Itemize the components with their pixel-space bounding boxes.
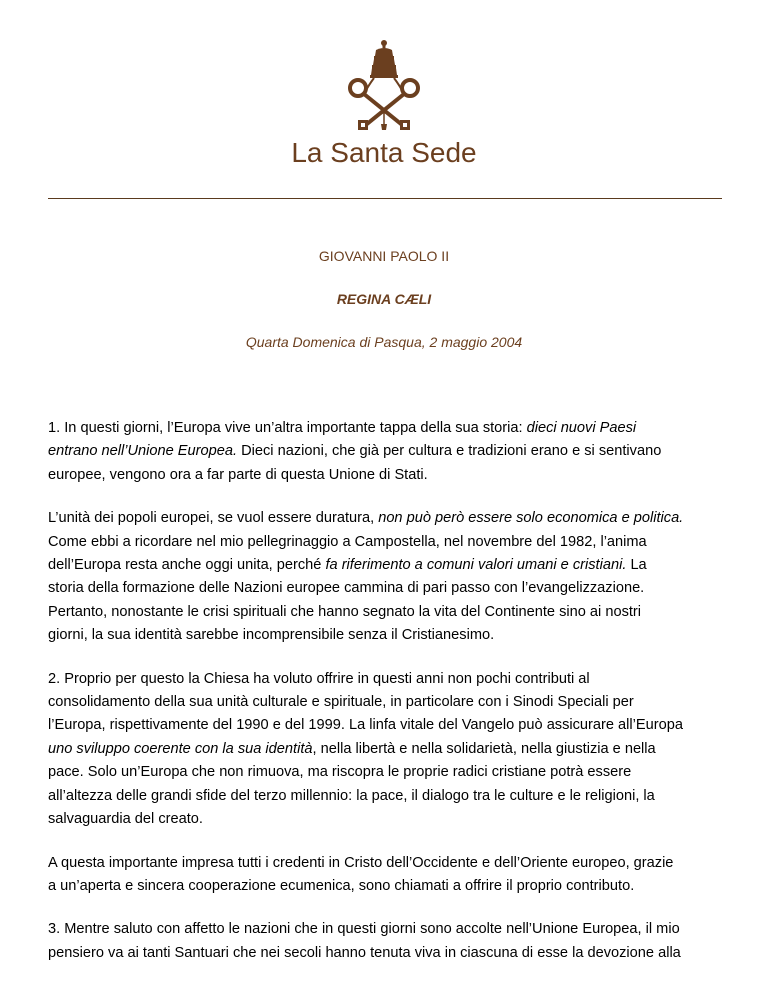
paragraph-line [48, 440, 728, 463]
text-segment: giorni, la sua identità sarebbe incomprensibile senza il Cristianesimo. [48, 627, 495, 644]
text-segment: all’altezza delle grandi sfide del terzo millennio: la pace, il dialogo tra le culture e le religioni, la [48, 787, 655, 804]
text-segment: l’Europa, rispettivamente del 1990 e del 1999. La linfa vitale del Vangelo può assicurare all’Europa [48, 717, 683, 734]
paragraph-line [48, 531, 728, 554]
paragraph-line [48, 852, 728, 875]
paragraph-line [48, 507, 728, 530]
text-segment: pensiero va ai tanti Santuari che nei secoli hanno tenuta viva in ciascuna di esse la devozione alla [48, 944, 681, 961]
text-segment: 2. Proprio per questo la Chiesa ha voluto offrire in questi anni non pochi contributi al [48, 670, 590, 687]
paragraph-line [48, 714, 728, 737]
paragraph-line [48, 738, 728, 761]
text-segment: Pertanto, nonostante le crisi spirituali che hanno segnato la vita del Continente sino ai nostri [48, 603, 642, 620]
text-segment: 1. In questi giorni, l’Europa vive un’altra importante tappa della sua storia: [48, 420, 527, 436]
text-segment: L’unità dei popoli europei, se vuol essere duratura, [48, 510, 379, 527]
text-segment: Dieci nazioni, che già per cultura e tradizioni erano e si sentivano [237, 443, 662, 460]
paragraph-line [48, 808, 728, 831]
emphasis-text: dieci nuovi Paesi [526, 420, 637, 436]
paragraph [48, 668, 728, 832]
paragraph [48, 852, 728, 899]
author-line: GIOVANNI PAOLO II [318, 248, 450, 264]
body-text [48, 417, 728, 985]
text-segment: 3. Mentre saluto con affetto le nazioni che in questi giorni sono accolte nell’Unione Europea, il mio [48, 921, 680, 938]
paragraph-line [48, 668, 728, 691]
document-date: Quarta Domenica di Pasqua, 2 maggio 2004 [245, 334, 523, 350]
site-title: La Santa Sede [291, 137, 477, 168]
emphasis-text: fa riferimento a comuni valori umani e cristiani. [325, 557, 627, 574]
paragraph-line [48, 875, 728, 898]
emphasis-text: uno sviluppo coerente con la sua identità [48, 740, 313, 757]
paragraph-line [48, 601, 728, 624]
text-segment: storia della formazione delle Nazioni europee cammina di pari passo con l’evangelizzazione. [48, 580, 645, 597]
paragraph-line [48, 942, 728, 965]
text-segment: europee, vengono ora a far parte di questa Unione di Stati. [48, 466, 428, 483]
text-segment: A questa importante impresa tutti i credenti in Cristo dell’Occidente e dell’Oriente europeo, grazie [48, 854, 674, 871]
papal-keys-tiara-emblem-icon [334, 38, 434, 134]
paragraph-line [48, 624, 728, 647]
text-segment: a un’aperta e sincera cooperazione ecumenica, sono chiamati a offrire il proprio contributo. [48, 877, 635, 894]
text-segment: dell’Europa resta anche oggi unita, perché [48, 557, 326, 574]
paragraph-line [48, 577, 728, 600]
header-divider [48, 198, 722, 199]
paragraph-line [48, 761, 728, 784]
text-segment: La [626, 557, 647, 574]
text-segment: salvaguardia del creato. [48, 811, 203, 828]
paragraph [48, 918, 728, 965]
text-segment: pace. Solo un’Europa che non rimuova, ma riscopra le proprie radici cristiane potrà essere [48, 764, 632, 781]
paragraph-line [48, 417, 728, 440]
document-title: REGINA CÆLI [336, 291, 432, 307]
paragraph-line [48, 785, 728, 808]
paragraph-line [48, 918, 728, 941]
text-segment: consolidamento della sua unità culturale e spirituale, in particolare con i Sinodi Speciali per [48, 694, 634, 711]
text-segment: Come ebbi a ricordare nel mio pellegrinaggio a Campostella, nel novembre del 1982, l’anima [48, 533, 647, 550]
text-segment: , nella libertà e nella solidarietà, nella giustizia e nella [312, 740, 656, 757]
paragraph [48, 417, 728, 487]
paragraph-line [48, 554, 728, 577]
emphasis-text: non può però essere solo economica e politica. [378, 510, 684, 527]
emphasis-text: entrano nell’Unione Europea. [48, 443, 238, 460]
paragraph-line [48, 464, 728, 487]
paragraph-line [48, 691, 728, 714]
paragraph [48, 507, 728, 647]
